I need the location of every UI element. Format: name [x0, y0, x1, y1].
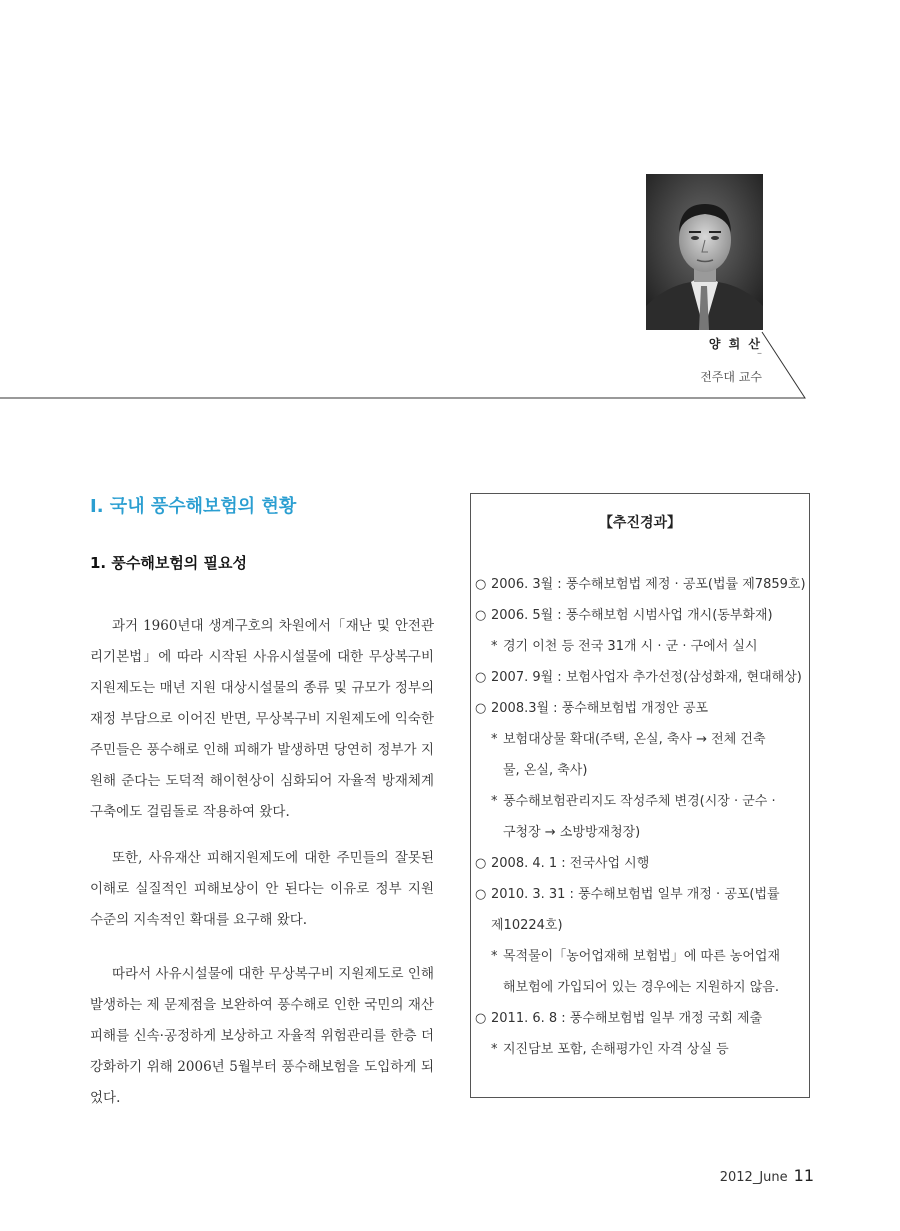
body-paragraph-1: 과거 1960년대 생계구호의 차원에서「재난 및 안전관리기본법」에 따라 시작된 사유시설물에 대한 무상복구비 지원제도는 매년 지원 대상시설물의 종류 및 규모가 정부의 재정 부담으로 이어진 반면, 무상복구비 지원제도에 익숙한 주민들은 풍수해로 인해 피해가 발생하면 당연히 정부가 지원해 준다는 도덕적 해이현상이 심화되어 자율적 방재체계 구축에도 걸림돌로 작용하여 왔다.: [90, 618, 434, 820]
history-item: ○ 2011. 6. 8 : 풍수해보험법 일부 개정 국회 제출: [471, 1003, 809, 1034]
author-affiliation: 전주대 교수: [700, 370, 762, 384]
page-footer: [720, 1166, 814, 1185]
history-item: ○ 2008. 4. 1 : 전국사업 시행: [471, 848, 809, 879]
section-title: Ⅰ. 국내 풍수해보험의 현황: [90, 496, 297, 517]
box-title: 【추진경과】: [598, 515, 682, 531]
author-name: 양 희 산: [708, 337, 762, 351]
history-list: [471, 569, 809, 1065]
author-dash: –: [757, 348, 762, 359]
history-note: * 지진담보 포함, 손해평가인 자격 상실 등: [471, 1034, 809, 1065]
history-note: * 풍수해보험관리지도 작성주체 변경(시장 · 군수 ·: [471, 786, 809, 817]
history-item: ○ 2010. 3. 31 : 풍수해보험법 일부 개정 · 공포(법률: [471, 879, 809, 910]
progress-history-box: [470, 493, 810, 1098]
history-note-continued: 해보험에 가입되어 있는 경우에는 지원하지 않음.: [503, 980, 779, 995]
history-note-continued: 물, 온실, 축사): [503, 763, 588, 778]
body-paragraph-2: 또한, 사유재산 피해지원제도에 대한 주민들의 잘못된 이해로 실질적인 피해보상이 안 된다는 이유로 정부 지원 수준의 지속적인 확대를 요구해 왔다.: [90, 850, 434, 928]
history-note: * 목적물이「농어업재해 보험법」에 따른 농어업재: [471, 941, 809, 972]
history-note-continued: 구청장 → 소방방재청장): [503, 825, 641, 840]
page-number: 11: [793, 1166, 814, 1185]
history-item: ○ 2006. 5월 : 풍수해보험 시범사업 개시(동부화재): [471, 600, 809, 631]
history-note: * 경기 이천 등 전국 31개 시 · 군 · 구에서 실시: [471, 631, 809, 662]
history-item: ○ 2006. 3월 : 풍수해보험법 제정 · 공포(법률 제7859호): [471, 569, 809, 600]
header-rule: [0, 0, 900, 420]
history-item: ○ 2008.3월 : 풍수해보험법 개정안 공포: [471, 693, 809, 724]
history-note: * 보험대상물 확대(주택, 온실, 축사 → 전체 건축: [471, 724, 809, 755]
history-item: ○ 2007. 9월 : 보험사업자 추가선정(삼성화재, 현대해상): [471, 662, 809, 693]
author-photo: [646, 174, 763, 330]
history-item-continued: 제10224호): [491, 918, 563, 933]
body-paragraph-3: 따라서 사유시설물에 대한 무상복구비 지원제도로 인해 발생하는 제 문제점을 보완하여 풍수해로 인한 국민의 재산피해를 신속·공정하게 보상하고 자율적 위험관리를 한층 더 강화하기 위해 2006년 5월부터 풍수해보험을 도입하게 되었다.: [90, 966, 434, 1106]
issue-label: 2012_June: [719, 1170, 788, 1185]
subsection-title: 1. 풍수해보험의 필요성: [90, 554, 247, 572]
